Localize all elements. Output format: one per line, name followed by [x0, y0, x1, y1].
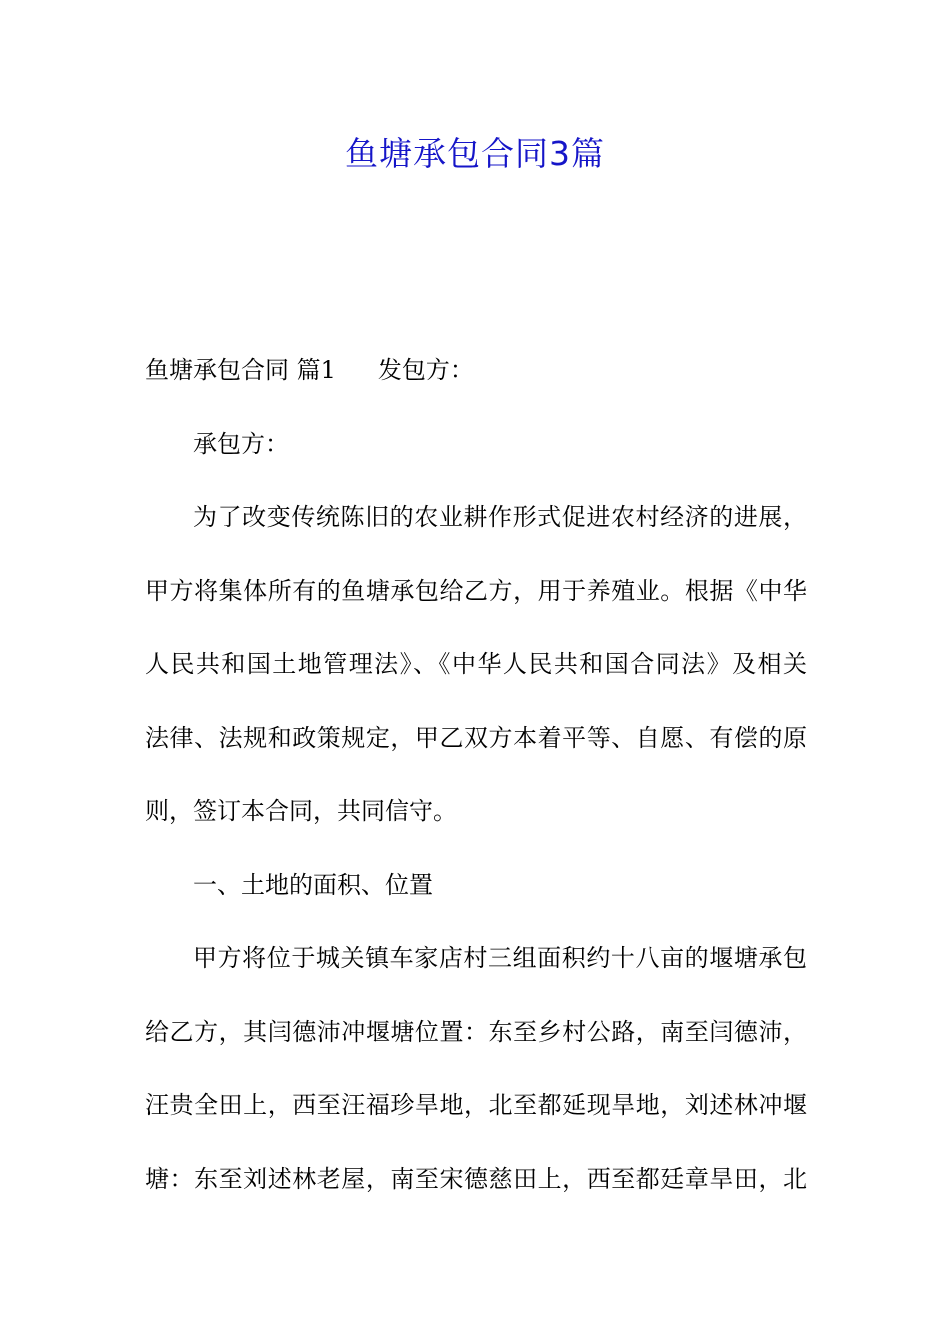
paragraph-line: 给乙方，其闫德沛冲堰塘位置：东至乡村公路，南至闫德沛， — [145, 1017, 807, 1046]
party-a-label: 发包方： — [377, 356, 474, 384]
paragraph-line: 甲方将位于城关镇车家店村三组面积约十八亩的堰塘承包 — [193, 944, 807, 972]
paragraph-line: 法律、法规和政策规定，甲乙双方本着平等、自愿、有偿的原 — [145, 723, 807, 752]
paragraph-line: 则，签订本合同，共同信守。 — [145, 797, 457, 825]
paragraph-line: 甲方将集体所有的鱼塘承包给乙方，用于养殖业。根据《中华 — [145, 576, 807, 605]
paragraph-line: 为了改变传统陈旧的农业耕作形式促进农村经济的进展， — [193, 503, 807, 531]
paragraph-line: 人民共和国土地管理法》、《中华人民共和国合同法》及相关 — [145, 650, 807, 678]
paragraph-line: 汪贵全田上，西至汪福珍旱地，北至都延现旱地，刘述林冲堰 — [145, 1091, 807, 1119]
section-heading: 鱼塘承包合同 篇1 — [145, 356, 336, 384]
section-heading-line — [145, 334, 807, 408]
document-title: 鱼塘承包合同3篇 — [345, 134, 605, 173]
document-body — [145, 334, 807, 1216]
clause-heading: 一、土地的面积、位置 — [193, 870, 433, 899]
paragraph-line: 塘：东至刘述林老屋，南至宋德慈田上，西至都廷章旱田，北 — [145, 1164, 807, 1193]
party-b-label: 承包方： — [193, 429, 289, 458]
